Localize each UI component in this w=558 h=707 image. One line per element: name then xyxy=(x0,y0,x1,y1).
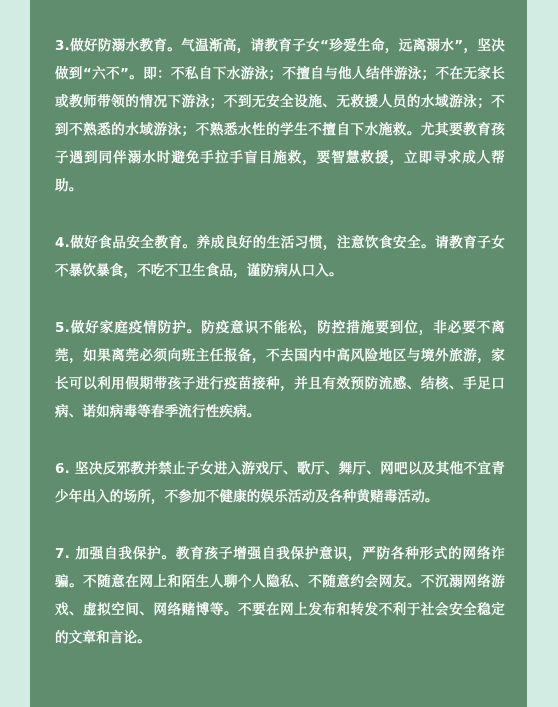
paragraph-drowning-prevention: 3.做好防溺水教育。气温渐高，请教育子女“珍爱生命，远离溺水”，坚决做到“六不”。即：不私自下水游泳；不擅自与他人结伴游泳；不在无家长或教师带领的情况下游泳；不到无安全设施、无救援人员的水域游泳；不到不熟悉的水域游泳；不熟悉水性的学生不擅自下水施救。尤其要教育孩子遇到同伴溺水时避免手拉手盲目施救，要智慧救援，立即寻求成人帮助。 xyxy=(55,38,505,194)
paragraph-epidemic-protection: 5.做好家庭疫情防护。防疫意识不能松，防控措施要到位，非必要不离莞，如果离莞必须向班主任报备，不去国内中高风险地区与境外旅游，家长可以利用假期带孩子进行疫苗接种，并且有效预防流感、结核、手足口病、诺如病毒等春季流行性疾病。 xyxy=(55,320,505,420)
article-panel xyxy=(30,0,527,707)
paragraph-food-safety: 4.做好食品安全教育。养成良好的生活习惯，注意饮食安全。请教育子女不暴饮暴食，不吃不卫生食品，谨防病从口入。 xyxy=(55,235,505,279)
paragraph-anti-cult-venues: 6. 坚决反邪教并禁止子女进入游戏厅、歌厅、舞厅、网吧以及其他不宜青少年出入的场所，不参加不健康的娱乐活动及各种黄赌毒活动。 xyxy=(55,461,505,505)
paragraph-self-protection: 7. 加强自我保护。教育孩子增强自我保护意识，严防各种形式的网络诈骗。不随意在网上和陌生人聊个人隐私、不随意约会网友。不沉溺网络游戏、虚拟空间、网络赌博等。不要在网上发布和转发不利于社会安全稳定的文章和言论。 xyxy=(55,546,505,646)
